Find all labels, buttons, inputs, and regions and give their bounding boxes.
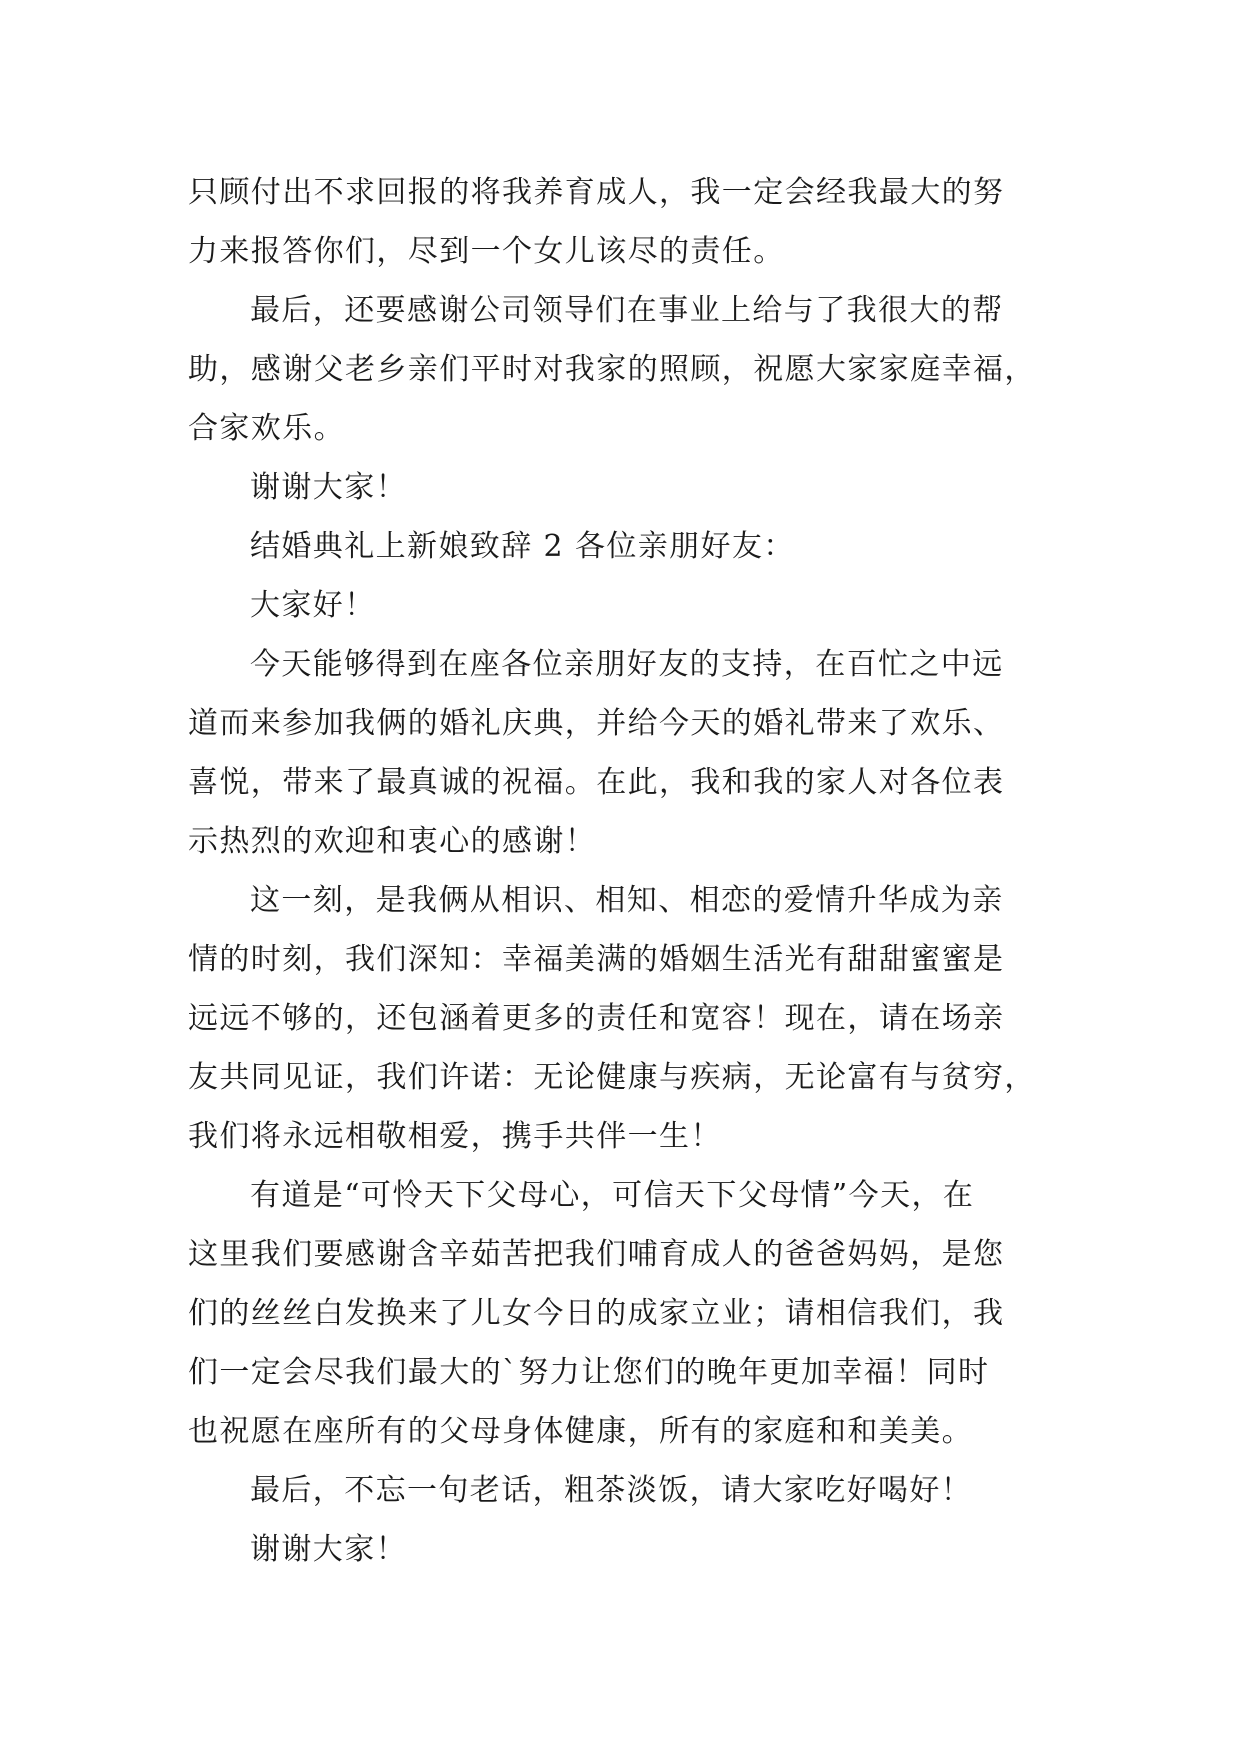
section-heading: 结婚典礼上新娘致辞 2 各位亲朋好友： xyxy=(250,529,795,564)
text-line: 谢谢大家！ xyxy=(250,470,407,505)
text-line: 远远不够的，还包涵着更多的责任和宽容！现在，请在场亲 xyxy=(188,1001,1005,1036)
text-line: 们一定会尽我们最大的`努力让您们的晚年更加幸福！同时 xyxy=(188,1355,990,1390)
text-line: 有道是“可怜天下父母心，可信天下父母情”今天，在 xyxy=(250,1178,975,1213)
text-line: 道而来参加我俩的婚礼庆典，并给今天的婚礼带来了欢乐、 xyxy=(188,706,1005,741)
text-line: 也祝愿在座所有的父母身体健康，所有的家庭和和美美。 xyxy=(188,1414,973,1449)
text-line: 我们将永远相敬相爱，携手共伴一生！ xyxy=(188,1119,722,1154)
text-line: 谢谢大家！ xyxy=(250,1532,407,1567)
text-line: 最后，不忘一句老话，粗茶淡饭，请大家吃好喝好！ xyxy=(250,1473,973,1508)
text-line: 这里我们要感谢含辛茹苦把我们哺育成人的爸爸妈妈，是您 xyxy=(188,1237,1005,1272)
text-line: 友共同见证，我们许诺：无论健康与疾病，无论富有与贫穷， xyxy=(188,1060,1036,1095)
text-line: 们的丝丝白发换来了儿女今日的成家立业；请相信我们，我 xyxy=(188,1296,1005,1331)
text-line: 力来报答你们，尽到一个女儿该尽的责任。 xyxy=(188,234,785,269)
text-line: 只顾付出不求回报的将我养育成人，我一定会经我最大的努 xyxy=(188,175,1005,210)
text-line: 今天能够得到在座各位亲朋好友的支持，在百忙之中远 xyxy=(250,647,1004,682)
text-line: 喜悦，带来了最真诚的祝福。在此，我和我的家人对各位表 xyxy=(188,765,1005,800)
text-line: 大家好！ xyxy=(250,588,376,623)
document-body xyxy=(188,163,1060,1579)
text-line: 助，感谢父老乡亲们平时对我家的照顾，祝愿大家家庭幸福， xyxy=(188,352,1036,387)
text-line: 最后，还要感谢公司领导们在事业上给与了我很大的帮 xyxy=(250,293,1004,328)
text-line: 示热烈的欢迎和衷心的感谢！ xyxy=(188,824,597,859)
text-line: 合家欢乐。 xyxy=(188,411,345,446)
text-line: 情的时刻，我们深知：幸福美满的婚姻生活光有甜甜蜜蜜是 xyxy=(188,942,1005,977)
text-line: 这一刻，是我俩从相识、相知、相恋的爱情升华成为亲 xyxy=(250,883,1004,918)
